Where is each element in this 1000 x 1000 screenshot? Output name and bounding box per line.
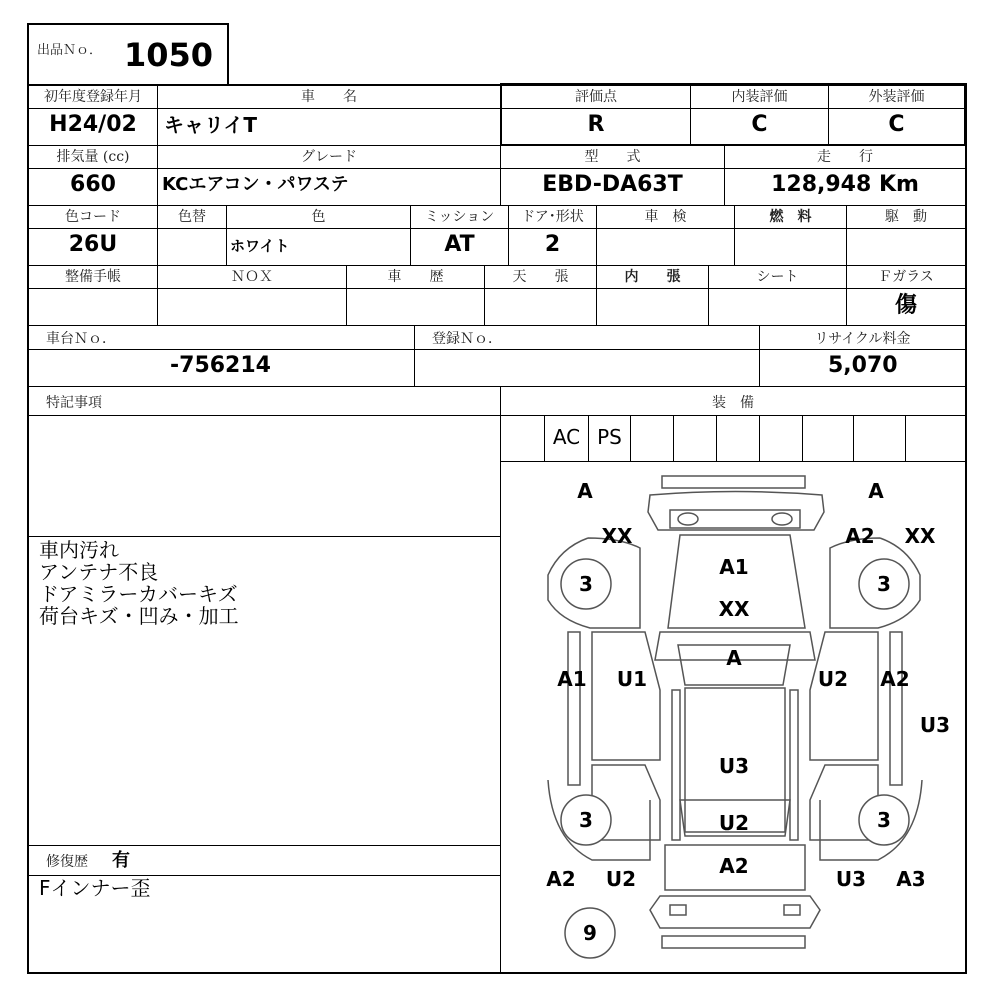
note-line: ドアミラーカバーキズ xyxy=(39,582,238,606)
damage-mark-roof: A xyxy=(726,646,742,670)
tire-depth-rear-left: 3 xyxy=(579,808,593,832)
damage-mark-tailgate: A2 xyxy=(719,854,749,878)
color-code-label: 色コード xyxy=(65,209,121,225)
damage-mark-right-a2: A2 xyxy=(880,667,910,691)
reg-date-label: 初年度登録年月 xyxy=(44,89,142,105)
roof-label: 天 張 xyxy=(512,269,569,285)
damage-mark-front-right-xx: XX xyxy=(904,524,936,548)
inspection-label: 車 検 xyxy=(644,209,687,225)
lot-number: 1050 xyxy=(124,36,214,74)
door-value: 2 xyxy=(544,232,561,257)
equipment-item: AC xyxy=(552,425,581,449)
reg-date-value: H24/02 xyxy=(49,112,137,137)
damage-mark-front-right-a2: A2 xyxy=(845,524,875,548)
recycle-label: リサイクル料金 xyxy=(814,331,911,347)
damage-mark-front-left-corner: A xyxy=(577,479,593,503)
grade-value: KCエアコン・パワステ xyxy=(162,174,349,195)
damage-mark-hood-a1: A1 xyxy=(719,555,749,579)
grade-label: グレード xyxy=(301,149,357,165)
exterior-score-value: C xyxy=(888,112,905,137)
damage-mark-left-a1: A1 xyxy=(557,667,587,691)
color-value: ホワイト xyxy=(230,237,290,255)
notes-label: 特記事項 xyxy=(46,395,102,411)
score-label: 評価点 xyxy=(575,89,617,105)
nox-label: ＮＯＸ xyxy=(231,269,273,285)
tire-depth-front-right: 3 xyxy=(877,572,891,596)
interior-trim-label: 内 張 xyxy=(624,269,681,285)
damage-mark-rear-left-a2: A2 xyxy=(546,867,576,891)
tire-depth-rear-right: 3 xyxy=(877,808,891,832)
interior-score-label: 内装評価 xyxy=(731,89,788,105)
maintenance-label: 整備手帳 xyxy=(65,269,121,285)
mission-label: ミッション xyxy=(424,209,495,225)
car-name-value: キャリイT xyxy=(164,113,258,137)
color-label: 色 xyxy=(311,209,326,225)
mission-value: AT xyxy=(444,232,475,257)
door-label: ドア･形状 xyxy=(521,209,584,225)
fglass-value: 傷 xyxy=(894,292,917,318)
repaint-label: 色替 xyxy=(178,209,206,225)
exterior-score-label: 外装評価 xyxy=(868,89,925,105)
fglass-label: Ｆガラス xyxy=(878,269,934,285)
recycle-value: 5,070 xyxy=(828,353,898,378)
model-label: 型 式 xyxy=(584,149,641,165)
damage-mark-front-right-corner: A xyxy=(868,479,884,503)
equipment-label: 装 備 xyxy=(712,395,754,411)
displacement-value: 660 xyxy=(70,172,116,197)
regno-label: 登録Ｎｏ． xyxy=(432,331,502,347)
damage-mark-left-u1: U1 xyxy=(616,667,648,691)
interior-score-value: C xyxy=(751,112,768,137)
note-line: 荷台キズ・凹み・加工 xyxy=(39,604,239,628)
color-code-value: 26U xyxy=(68,232,118,257)
drive-label: 駆 動 xyxy=(885,209,927,225)
repair-value: 有 xyxy=(112,850,130,871)
note-line: 車内汚れ xyxy=(39,538,119,562)
mileage-label: 走 行 xyxy=(817,149,873,165)
repair-detail: Fインナー歪 xyxy=(39,876,151,900)
equipment-item: PS xyxy=(597,425,622,449)
damage-mark-rear-left-u2: U2 xyxy=(605,867,637,891)
lot-number-label: 出品Ｎｏ． xyxy=(37,43,103,58)
seat-label: シート xyxy=(756,269,799,285)
damage-mark-hood-xx: XX xyxy=(718,597,750,621)
score-value: R xyxy=(587,112,605,137)
damage-mark-bed-u2: U2 xyxy=(718,811,750,835)
chassis-value: -756214 xyxy=(170,353,271,378)
model-value: EBD-DA63T xyxy=(542,172,683,197)
tire-depth-front-left: 3 xyxy=(579,572,593,596)
mileage-value: 128,948 Km xyxy=(771,172,919,197)
damage-mark-rear-right-u3: U3 xyxy=(835,867,867,891)
spare-tire-value: 9 xyxy=(583,921,597,945)
damage-mark-rear-right-a3: A3 xyxy=(896,867,926,891)
fuel-label: 燃 料 xyxy=(769,209,812,225)
car-name-label: 車 名 xyxy=(301,89,357,105)
damage-mark-right-u3: U3 xyxy=(919,713,951,737)
damage-mark-right-u2: U2 xyxy=(817,667,849,691)
repair-label: 修復歴 xyxy=(46,854,88,870)
chassis-label: 車台Ｎｏ． xyxy=(46,331,116,347)
displacement-label: 排気量 (cc) xyxy=(56,149,130,165)
note-line: アンテナ不良 xyxy=(39,560,159,584)
damage-mark-bed-u3: U3 xyxy=(718,754,750,778)
damage-mark-front-left-bumper: XX xyxy=(601,524,633,548)
history-label: 車 歴 xyxy=(387,269,444,285)
